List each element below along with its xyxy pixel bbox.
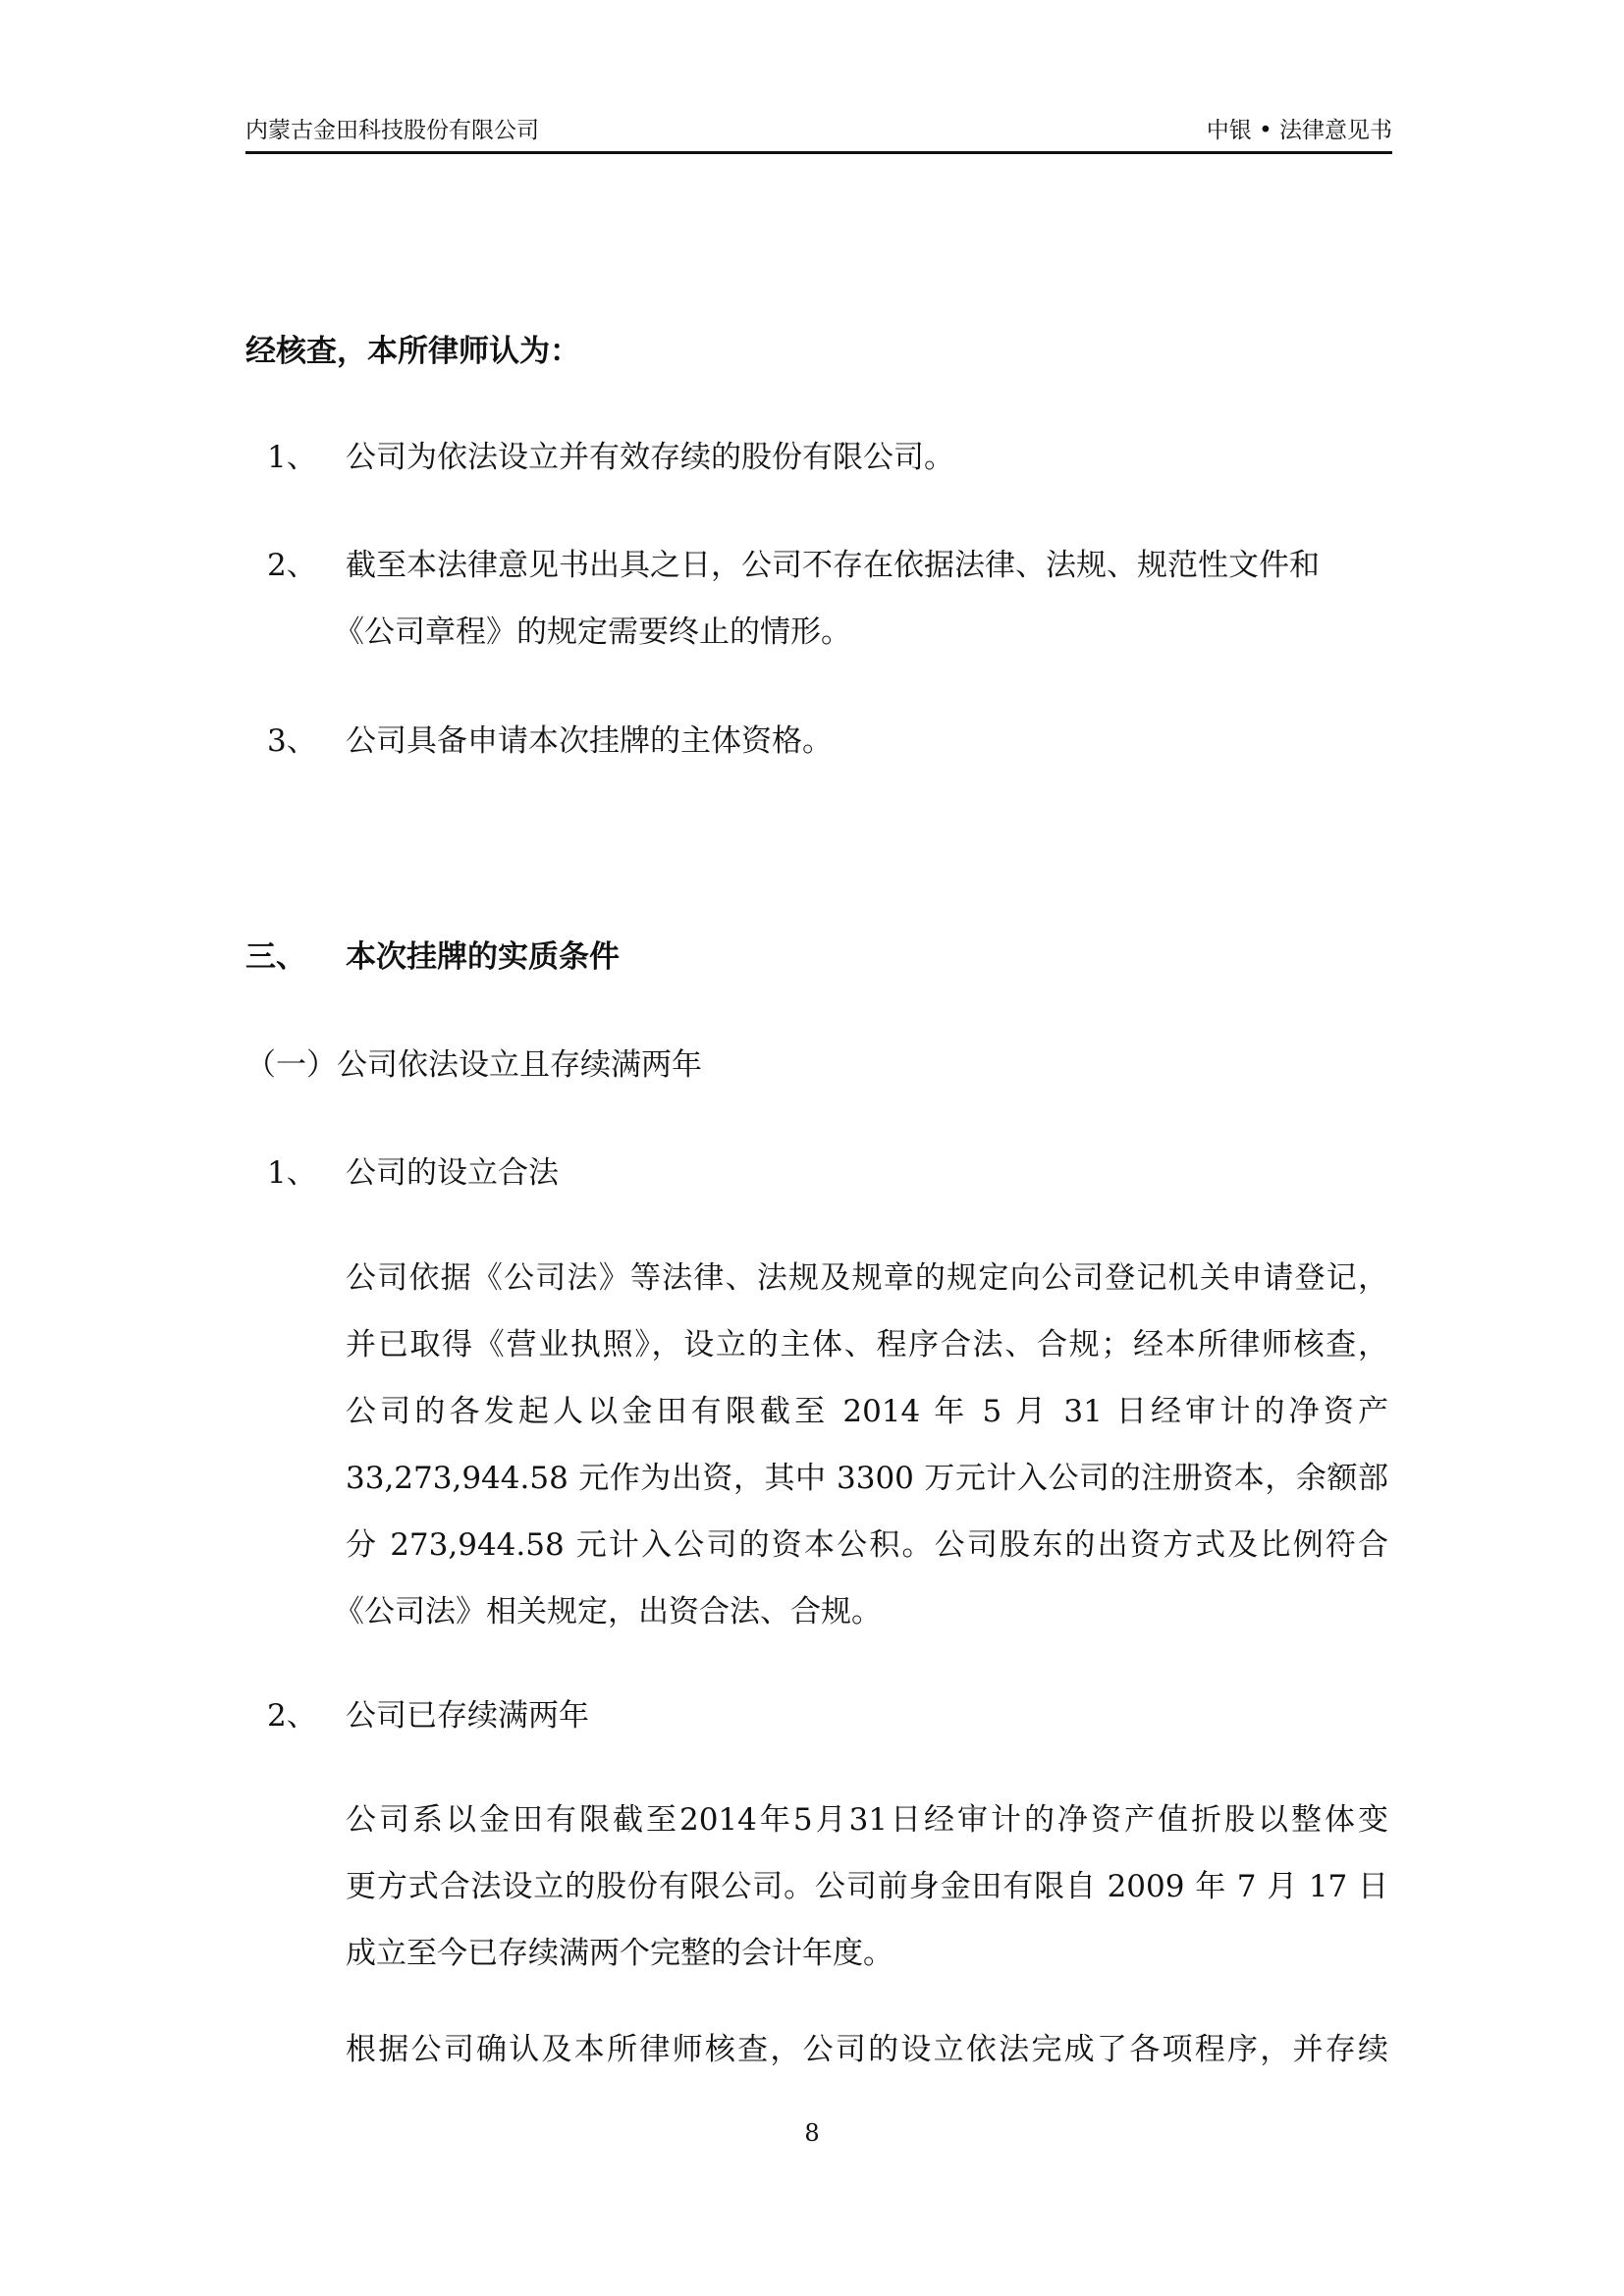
item-1-paragraph-line-2: 并已取得《营业执照》，设立的主体、程序合法、合规；经本所律师核查， — [346, 1327, 1388, 1362]
item-1-paragraph-line-3: 公司的各发起人以金田有限截至 2014 年 5 月 31 日经审计的净资产 — [346, 1394, 1388, 1429]
item-1-number: 1、 — [267, 1155, 317, 1191]
item-2-paragraph-2-line-1: 根据公司确认及本所律师核查，公司的设立依法完成了各项程序，并存续 — [346, 2032, 1388, 2067]
item-1-paragraph-line-5: 分 273,944.58 元计入公司的资本公积。公司股东的出资方式及比例符合 — [346, 1527, 1388, 1563]
header-document-title: 中银 • 法律意见书 — [1206, 118, 1392, 143]
conclusion-item-2-text-line-2: 《公司章程》的规定需要终止的情形。 — [334, 614, 851, 650]
item-1-paragraph-line-4: 33,273,944.58 元作为出资，其中 3300 万元计入公司的注册资本，余额部 — [346, 1461, 1388, 1496]
item-2-paragraph-1 — [346, 1787, 1388, 1987]
item-1-paragraph — [334, 1245, 1388, 1645]
item-2-number: 2、 — [267, 1698, 317, 1734]
item-2-paragraph-1-line-2: 更方式合法设立的股份有限公司。公司前身金田有限自 2009 年 7 月 17 日 — [346, 1869, 1388, 1904]
page-header — [245, 108, 1392, 154]
item-1-paragraph-line-1: 公司依据《公司法》等法律、法规及规章的规定向公司登记机关申请登记， — [346, 1260, 1388, 1296]
item-2-paragraph-1-line-1: 公司系以金田有限截至2014年5月31日经审计的净资产值折股以整体变 — [346, 1802, 1388, 1838]
item-2-title: 公司已存续满两年 — [346, 1698, 589, 1734]
conclusion-item-2-text-line-1: 截至本法律意见书出具之日，公司不存在依据法律、法规、规范性文件和 — [346, 548, 1320, 583]
conclusion-item-3-text: 公司具备申请本次挂牌的主体资格。 — [346, 723, 833, 759]
header-company-name: 内蒙古金田科技股份有限公司 — [245, 118, 539, 143]
subsection-1-title: （一）公司依法设立且存续满两年 — [245, 1047, 702, 1083]
page-number: 8 — [804, 2119, 820, 2147]
conclusion-item-3-number: 3、 — [267, 723, 317, 759]
item-1-paragraph-line-6: 《公司法》相关规定，出资合法、合规。 — [334, 1594, 882, 1629]
section-3-number: 三、 — [245, 939, 306, 975]
item-1-title: 公司的设立合法 — [346, 1155, 559, 1191]
item-2-paragraph-2 — [346, 2016, 1388, 2083]
section-3-title: 本次挂牌的实质条件 — [346, 939, 620, 975]
conclusion-item-1-text: 公司为依法设立并有效存续的股份有限公司。 — [346, 440, 954, 475]
conclusion-item-1-number: 1、 — [267, 440, 317, 475]
item-2-paragraph-1-line-3: 成立至今已存续满两个完整的会计年度。 — [346, 1936, 893, 1971]
conclusion-item-2-number: 2、 — [267, 548, 317, 583]
conclusion-heading: 经核查，本所律师认为： — [245, 334, 580, 369]
